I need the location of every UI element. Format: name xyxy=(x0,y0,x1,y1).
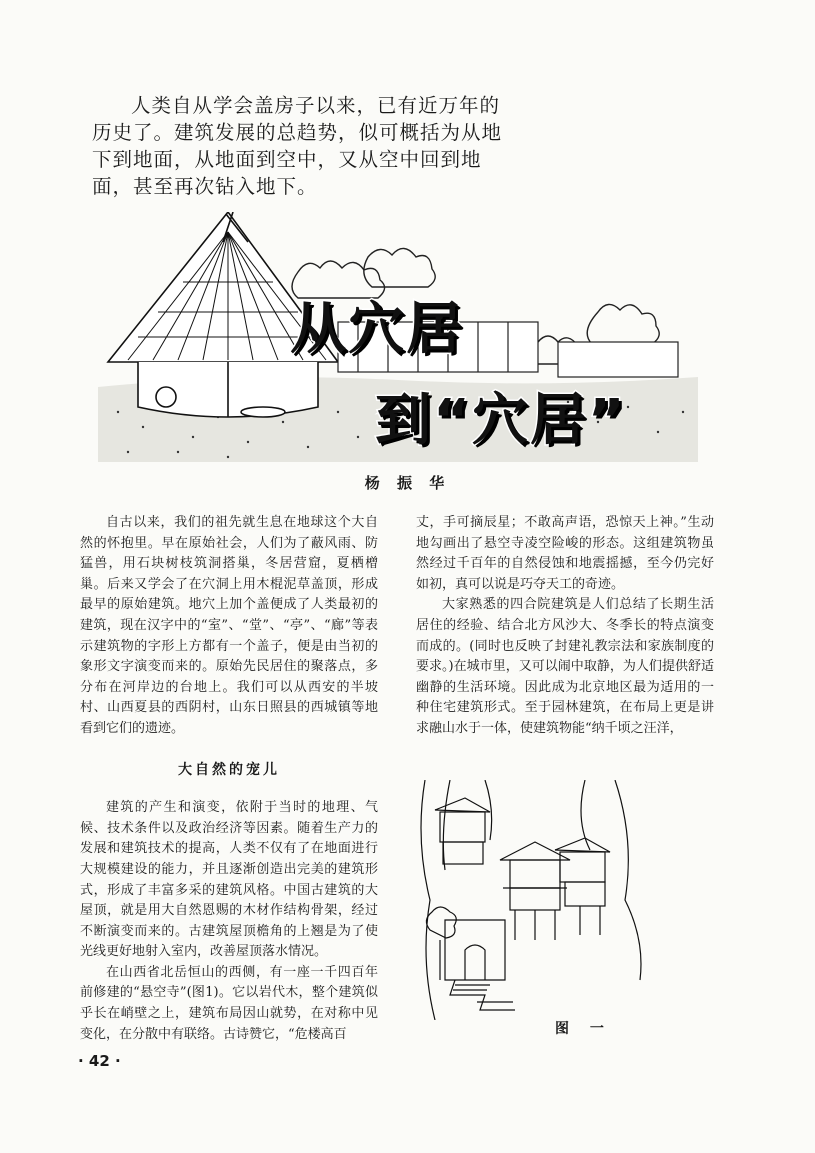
right-paragraph-2: 大家熟悉的四合院建筑是人们总结了长期生活居住的经验、结合北方风沙大、冬季长的特点演变而成的。(同时也反映了封建礼教宗法和家族制度的要求。)在城市里，又可以闹中取静，为人们提供舒适幽静的生活环境。因此成为北京地区最为适用的一种住宅建筑形式。至于园林建筑，在布局上更是讲求融山水于一体，使建筑物能“纳千顷之汪洋， xyxy=(416,597,714,736)
left-paragraph-1: 自古以来，我们的祖先就生息在地球这个大自然的怀抱里。早在原始社会，人们为了蔽风雨、防猛兽，用石块树枝筑洞搭巢，冬居营窟，夏栖橧巢。后来又学会了在穴洞上用木棍泥草盖顶，形成最早的原始建筑。地穴上加个盖便成了人类最初的建筑，现在汉字中的“室”、“堂”、“亭”、“廊”等表示建筑物的字形上方都有一个盖子，便是由当初的象形文字演变而来的。原始先民居住的聚落点，多分布在河岸边的台地上。我们可以从西安的半坡村、山西夏县的西阴村，山东日照县的西城镇等地看到它们的遗迹。 xyxy=(80,515,378,736)
page-number: · 42 · xyxy=(78,1052,121,1070)
right-paragraph-1: 丈，手可摘辰星；不敢高声语，恐惊天上神。”生动地勾画出了悬空寺凌空险峻的形态。这组建筑物虽然经过千百年的自然侵蚀和地震摇撼，至今仍完好如初，真可以说是巧夺天工的奇迹。 xyxy=(416,515,714,592)
intro-paragraph: 人类自从学会盖房子以来，已有近万年的历史了。建筑发展的总趋势，似可概括为从地下到地面，从地面到空中，又从空中回到地面，甚至再次钻入地下。 xyxy=(92,94,503,198)
left-paragraph-2: 建筑的产生和演变，依附于当时的地理、气候、技术条件以及政治经济等因素。随着生产力的发展和建筑技术的提高，人类不仅有了在地面进行大规模建设的能力，并且逐渐创造出完美的建筑形式，形成了丰富多采的建筑风格。中国古建筑的大屋顶，就是用大自然恩赐的木材作结构骨架，经过不断演变而来的。古建筑屋顶檐角的上翘是为了使光线更好地射入室内，改善屋顶落水情况。 xyxy=(80,800,378,960)
author-name: 杨 振 华 xyxy=(364,474,451,492)
figure-caption: 图 一 xyxy=(555,1021,612,1037)
left-column xyxy=(80,513,378,1045)
article-title-line2: 到“穴居” xyxy=(375,388,627,453)
hanging-temple-illustration xyxy=(405,780,665,1020)
left-paragraph-3: 在山西省北岳恒山的西侧，有一座一千四百年前修建的“悬空寺”(图1)。它以岩代木，整个建筑似乎长在峭壁之上，建筑布局因山就势，在对称中见变化，在分散中有联络。古诗赞它，“危楼高百 xyxy=(80,964,378,1042)
article-title-line1: 从穴居 xyxy=(290,297,464,362)
section-subhead: 大自然的宠儿 xyxy=(178,761,280,778)
right-column xyxy=(416,513,714,740)
